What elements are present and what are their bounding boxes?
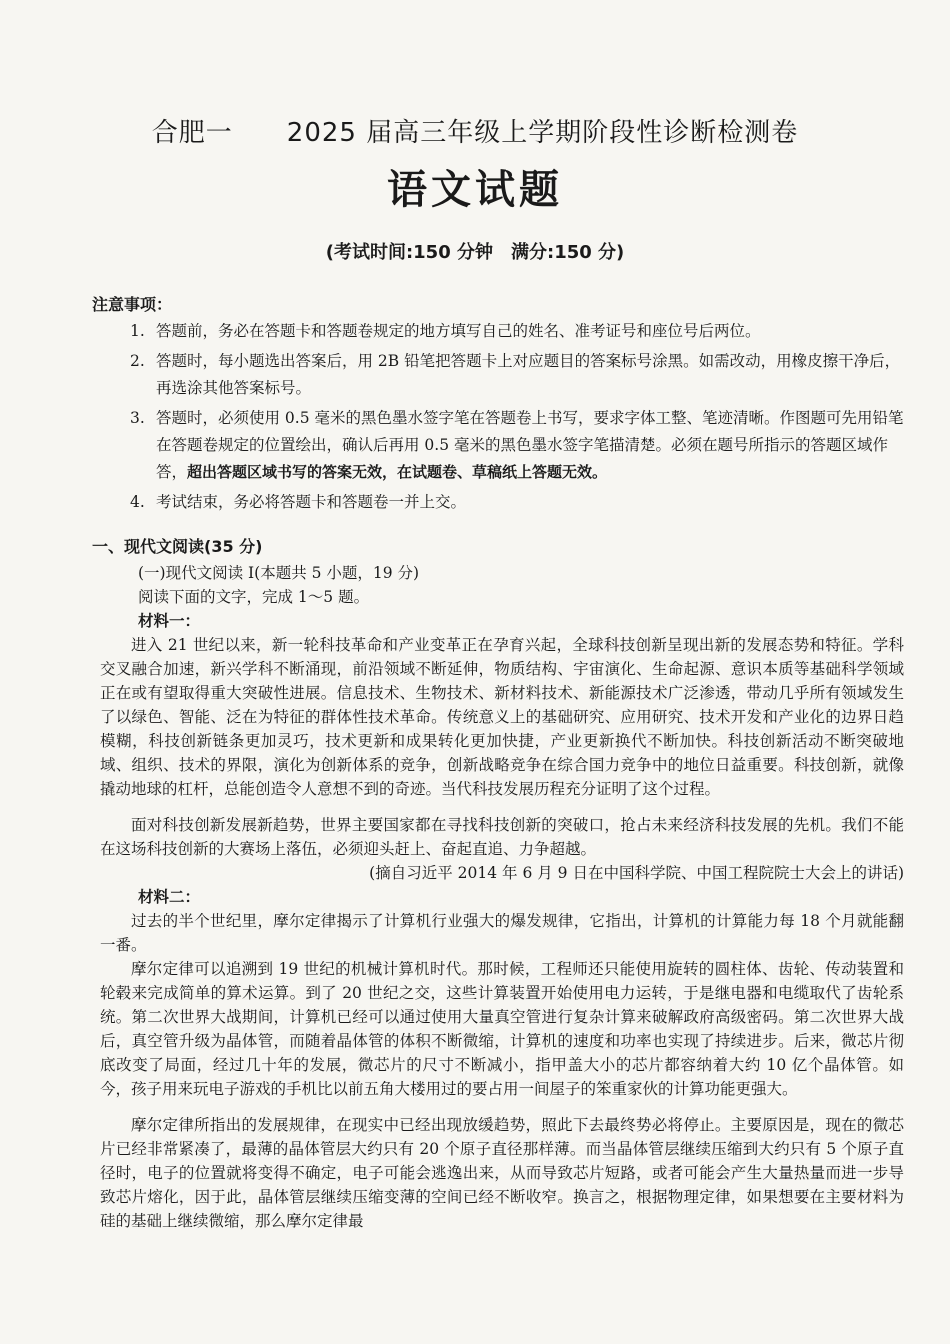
note-text: 答题前，务必在答题卡和答题卷规定的地方填写自己的姓名、准考证号和座位号后两位。 [156, 322, 761, 340]
material-two-paragraph: 摩尔定律所指出的发展规律，在现实中已经出现放缓趋势，照此下去最终势必将停止。主要原因是，现在的微芯片已经非常紧凑了，最薄的晶体管层大约只有 20 个原子直径那样薄。而当晶体管层继续压缩到大约只有 5 个原子直径时，电子的位置就将变得不确定，电子可能会逃逸出来，从而导致芯片短路，或者可能会产生大量热量而进一步导致芯片熔化，因于此，晶体管层继续压缩变薄的空间已经不断收窄。换言之，根据物理定律，如果想要在主要材料为硅的基础上继续微缩，那么摩尔定律最 [100, 1116, 904, 1230]
note-text: 答题时，每小题选出答案后，用 2B 铅笔把答题卡上对应题目的答案标号涂黑。如需改动，用橡皮擦干净后，再选涂其他答案标号。 [156, 352, 901, 397]
material-two-paragraph: 摩尔定律可以追溯到 19 世纪的机械计算机时代。那时候，工程师还只能使用旋转的圆柱体、齿轮、传动装置和轮毂来完成简单的算术运算。到了 20 世纪之交，这些计算装置开始使用电力运转，于是继电器和电缆取代了齿轮系统。第二次世界大战期间，计算机已经可以通过使用大量真空管进行复杂计算来破解政府高级密码。第二次世界大战后，真空管升级为晶体管，而随着晶体管的体积不断微缩，计算机的速度和功率也实现了持续进步。后来，微芯片彻底改变了局面，经过几十年的发展，微芯片的尺寸不断减小，指甲盖大小的芯片都容纳着大约 10 亿个晶体管。如今，孩子用来玩电子游戏的手机比以前五角大楼用过的要占用一间屋子的笨重家伙的计算功能更强大。 [100, 960, 904, 1098]
exam-meta: (考试时间:150 分钟 满分:150 分) [325, 242, 625, 263]
material-one-paragraph: 进入 21 世纪以来，新一轮科技革命和产业变革正在孕育兴起，全球科技创新呈现出新的发展态势和特征。学科交叉融合加速，新兴学科不断涌现，前沿领域不断延伸，物质结构、宇宙演化、生命起源、意识本质等基础科学领域正在或有望取得重大突破性进展。信息技术、生物技术、新材料技术、新能源技术广泛渗透，带动几乎所有领域发生了以绿色、智能、泛在为特征的群体性技术革命。传统意义上的基础研究、应用研究、技术开发和产业化的边界日趋模糊，科技创新链条更加灵巧，技术更新和成果转化更加快捷，产业更新换代不断加快。科技创新活动不断突破地域、组织、技术的界限，演化为创新体系的竞争，创新战略竞争在综合国力竞争中的地位日益重要。科技创新，就像撬动地球的杠杆，总能创造令人意想不到的奇迹。当代科技发展历程充分证明了这个过程。 [100, 636, 904, 798]
note-number: 2. [130, 352, 145, 370]
note-item [130, 348, 904, 402]
note-number: 1. [130, 322, 145, 340]
exam-title: 合肥一 2025 届高三年级上学期阶段性诊断检测卷 [151, 118, 799, 148]
note-item [130, 318, 904, 345]
sub-section-heading: (一)现代文阅读 I(本题共 5 小题，19 分) [138, 564, 420, 582]
note-number: 3. [130, 409, 145, 427]
reading-instruction: 阅读下面的文字，完成 1～5 题。 [138, 588, 370, 606]
material-two-paragraph: 过去的半个世纪里，摩尔定律揭示了计算机行业强大的爆发规律，它指出，计算机的计算能力每 18 个月就能翻一番。 [100, 912, 904, 954]
notes-list [130, 318, 904, 519]
note-item [130, 489, 904, 516]
notes-heading: 注意事项： [92, 295, 173, 314]
section-heading: 一、现代文阅读(35 分) [92, 537, 263, 556]
material-two-label: 材料二： [138, 887, 201, 906]
note-item [130, 405, 904, 486]
material-one-label: 材料一： [138, 611, 201, 630]
subject-title: 语文试题 [387, 167, 563, 213]
note-bold-warning: 超出答题区域书写的答案无效，在试题卷、草稿纸上答题无效。 [187, 463, 608, 481]
material-one-paragraph: 面对科技创新发展新趋势，世界主要国家都在寻找科技创新的突破口，抢占未来经济科技发展的先机。我们不能在这场科技创新的大赛场上落伍，必须迎头赶上、奋起直追、力争超越。 [100, 816, 904, 858]
note-number: 4. [130, 493, 145, 511]
note-text: 答题时，必须使用 0.5 毫米的黑色墨水签字笔在答题卷上书写，要求字体工整、笔迹清晰。作图题可先用铅笔在答题卷规定的位置绘出，确认后再用 0.5 毫米的黑色墨水签字笔描清楚。必须在题号所指示的答题区域作答， [156, 409, 904, 481]
note-text: 考试结束，务必将答题卡和答题卷一并上交。 [156, 493, 467, 511]
material-one-source: (摘自习近平 2014 年 6 月 9 日在中国科学院、中国工程院院士大会上的讲话) [369, 864, 904, 882]
